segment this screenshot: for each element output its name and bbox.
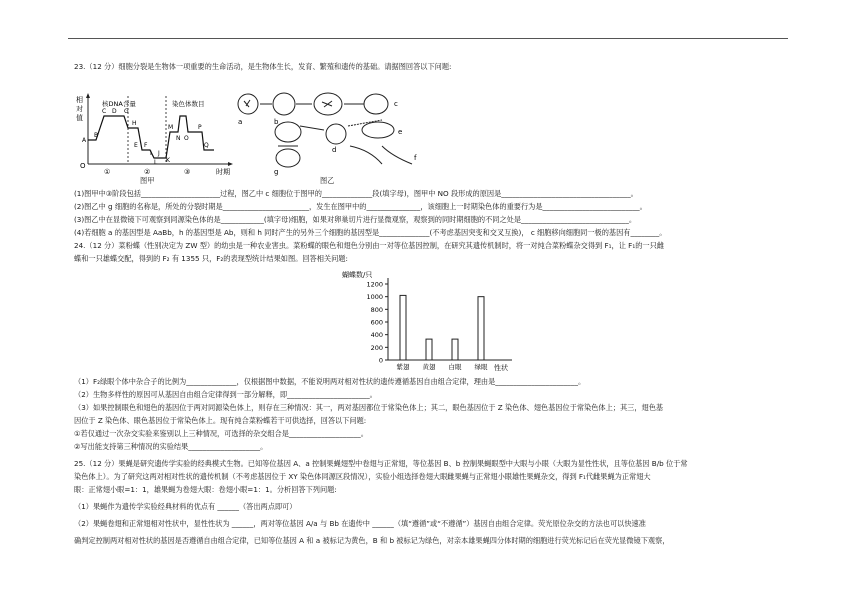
svg-text:D: D <box>112 108 117 115</box>
q24-sub-1: （1）F₂绿眼个体中杂合子的比例为______________，仅根据图中数据，不能说明两对相对性状的遗传遵循基因自由组合定律，理由是_______________________。 <box>74 377 586 386</box>
chart-xlabel: 性状 <box>494 364 508 372</box>
chart-bar-4 <box>478 297 484 360</box>
figure-jia-line-graph <box>68 92 244 176</box>
cell-f-neuron <box>350 146 412 164</box>
svg-text:M: M <box>168 124 174 131</box>
chart-bar-3 <box>452 339 458 360</box>
figure-yi-cell-diagram <box>232 86 432 178</box>
y-axis-char-2: 对 <box>76 105 83 113</box>
chart-ytick-label: 600 <box>370 318 383 327</box>
chart-ytick-label: 800 <box>370 305 383 314</box>
q23-line-1: (1)图甲中③阶段包括______________________过程，图乙中 c 细胞位于图甲的______________段(填字母)，图甲中 NO 段形成的原因是____________________________________。 <box>74 189 638 198</box>
svg-text:c: c <box>394 100 398 108</box>
chart-ytick-label: 1000 <box>366 293 383 302</box>
svg-text:A: A <box>82 137 87 144</box>
q24-sub-3a: （3）如果控制眼色和翅色的基因位于两对同源染色体上，则存在三种情况：其一，两对基因都位于常染色体上；其二，眼色基因位于 Z 染色体、翅色基因位于常染色体上；其三，翅色基 <box>74 403 664 412</box>
chart-bar-2 <box>426 339 432 360</box>
f2-phenotype-bar-chart <box>340 268 520 374</box>
q24-sub-3-1: ①若仅通过一次杂交实验来鉴别以上三种情况，可选择的杂交组合是____________________。 <box>74 429 368 438</box>
q25-line-4: （1）果蝇作为遗传学实验经典材料的优点有 ______（答出两点即可） <box>74 502 297 511</box>
svg-text:Q: Q <box>204 142 209 149</box>
svg-text:O: O <box>184 135 189 142</box>
svg-text:f: f <box>414 154 417 162</box>
svg-text:N: N <box>176 135 181 142</box>
stage-2: ② <box>144 168 151 176</box>
svg-text:H: H <box>132 120 137 127</box>
svg-text:d: d <box>332 146 337 154</box>
q25-line-6: 确判定控制两对相对性状的基因是否遵循自由组合定律，已知等位基因 A 和 a 被标记为黄色，B 和 b 被标记为绿色，对亲本雄果蝇四分体时期的细胞进行荧光标记后在荧光显微镜下观察， <box>74 536 670 545</box>
chart-ytick-label: 400 <box>370 331 383 340</box>
cell-c <box>364 94 388 114</box>
chart-ytick-label: 200 <box>370 343 383 352</box>
svg-text:C: C <box>102 108 107 115</box>
q23-header: 23.（12 分）细胞分裂是生物体一项重要的生命活动，是生物体生长，发育、繁殖和遗传的基础。请据图回答以下问题: <box>74 62 452 71</box>
stage-1: ① <box>104 168 111 176</box>
svg-text:a: a <box>238 118 243 126</box>
cell-a <box>238 94 258 114</box>
chart-ylabel: 蝴蝶数/只 <box>342 271 373 279</box>
origin-label: O <box>80 162 86 170</box>
cell-d <box>326 124 346 144</box>
svg-text:K: K <box>166 157 170 164</box>
svg-text:b: b <box>274 118 279 126</box>
cell-g-upper <box>275 122 301 142</box>
chart-bar-1 <box>400 295 406 360</box>
svg-text:J: J <box>158 150 160 157</box>
chrom-label: 染色体数目 <box>172 100 205 108</box>
cell-b <box>273 93 295 115</box>
chart-category-label: 黄翅 <box>422 363 436 371</box>
chart-ytick-label: 1200 <box>366 280 383 289</box>
svg-text:I: I <box>150 150 152 157</box>
svg-text:P: P <box>198 124 202 131</box>
svg-text:G: G <box>124 108 129 115</box>
q24-sub-2: （2）生物多样性的原因可从基因自由组合定律得到一部分解释，即_______________________。 <box>74 390 377 399</box>
svg-text:e: e <box>398 128 403 136</box>
cell-e <box>362 122 394 138</box>
figure-jia-caption: 图甲 <box>140 176 155 185</box>
q25-line-5: （2）果蝇卷翅和正常翅相对性状中，显性性状为 ______，两对等位基因 A/a 与 Bb 在遗传中 ______（填“遵循”或“不遵循”）基因自由组合定律。荧光原位杂交的方法也可以快速准 <box>74 519 646 528</box>
dna-label: 核DNA含量 <box>102 100 136 108</box>
chart-category-label: 白眼 <box>448 363 462 371</box>
q24-line-2: 蝶和一只雄蝶交配，得到的 F₂ 有 1355 只，F₂的表现型统计结果如图。回答相关问题: <box>74 254 348 263</box>
stage-3: ③ <box>184 168 191 176</box>
y-axis-char-3: 值 <box>76 114 83 122</box>
q23-line-3: (3)图乙中在显微镜下可观察到同源染色体的是____________(填字母)细胞，如果对卵巢切片进行显微观察，观察到的同时期细胞的不同之处是______________________________。 <box>74 215 637 224</box>
q23-line-4: (4)若细胞 a 的基因型是 AaBb，h 的基因型是 Ab，则和 h 同时产生的另外三个细胞的基因型是______________(不考虑基因突变和交叉互换)， c 细胞移向细胞同一极的基因有________。 <box>74 228 667 237</box>
chart-category-label: 绿眼 <box>474 363 488 371</box>
svg-text:L: L <box>154 159 158 166</box>
q24-sub-3b: 因位于 Z 染色体、眼色基因位于常染色体上。现有纯合菜粉蝶若干可供选择，回答以下问题: <box>74 416 367 425</box>
svg-text:B: B <box>94 132 99 139</box>
chart-category-label: 紫翅 <box>396 363 410 371</box>
q25-line-3: 眼：正常翅小眼=1：1，雄果蝇为卷翅大眼：卷翅小眼=1：1。分析回答下列问题: <box>74 485 337 494</box>
q25-line-2: 染色体上）。为了研究这两对相对性状的遗传机制（不考虑基因位于 XY 染色体同源区段情况），实验小组选择卷翅大眼雌果蝇与正常翅小眼雄性果蝇杂交，得到 F₁代雌果蝇为正常翅大 <box>74 472 651 481</box>
q24-line-1: 24.（12 分）菜粉蝶（性别决定为 ZW 型）的幼虫是一种农业害虫。菜粉蝶的眼色和翅色分别由一对等位基因控制，在研究其遗传机制时，将一对纯合菜粉蝶杂交得到 F₁，让 F₁的一只雌 <box>74 241 664 250</box>
q24-sub-3-2: ②写出能支持第三种情况的实验结果____________________。 <box>74 442 268 451</box>
svg-text:F: F <box>144 142 148 149</box>
y-axis-char-1: 相 <box>76 96 83 104</box>
figure-yi-caption: 图乙 <box>320 176 335 185</box>
page-top-rule <box>68 38 788 39</box>
time-label: 时期 <box>216 168 230 176</box>
cell-g <box>276 149 300 167</box>
q25-line-1: 25.（12 分）果蝇是研究遗传学实验的经典模式生物。已知等位基因 A、a 控制果蝇翅型中卷翅与正常翅，等位基因 B、b 控制果蝇眼型中大眼与小眼（大眼为显性性状，且等位基因 B/b 位于常 <box>74 459 688 468</box>
svg-text:g: g <box>274 168 279 176</box>
chart-ytick-label: 0 <box>378 356 383 365</box>
svg-text:E: E <box>134 142 138 149</box>
q23-line-2: (2)图乙中 g 细胞的名称是，所处的分裂时期是________________________，发生在图甲中的_______________，该细胞上一时期染色体的重要行为是___________________________。 <box>74 202 647 211</box>
